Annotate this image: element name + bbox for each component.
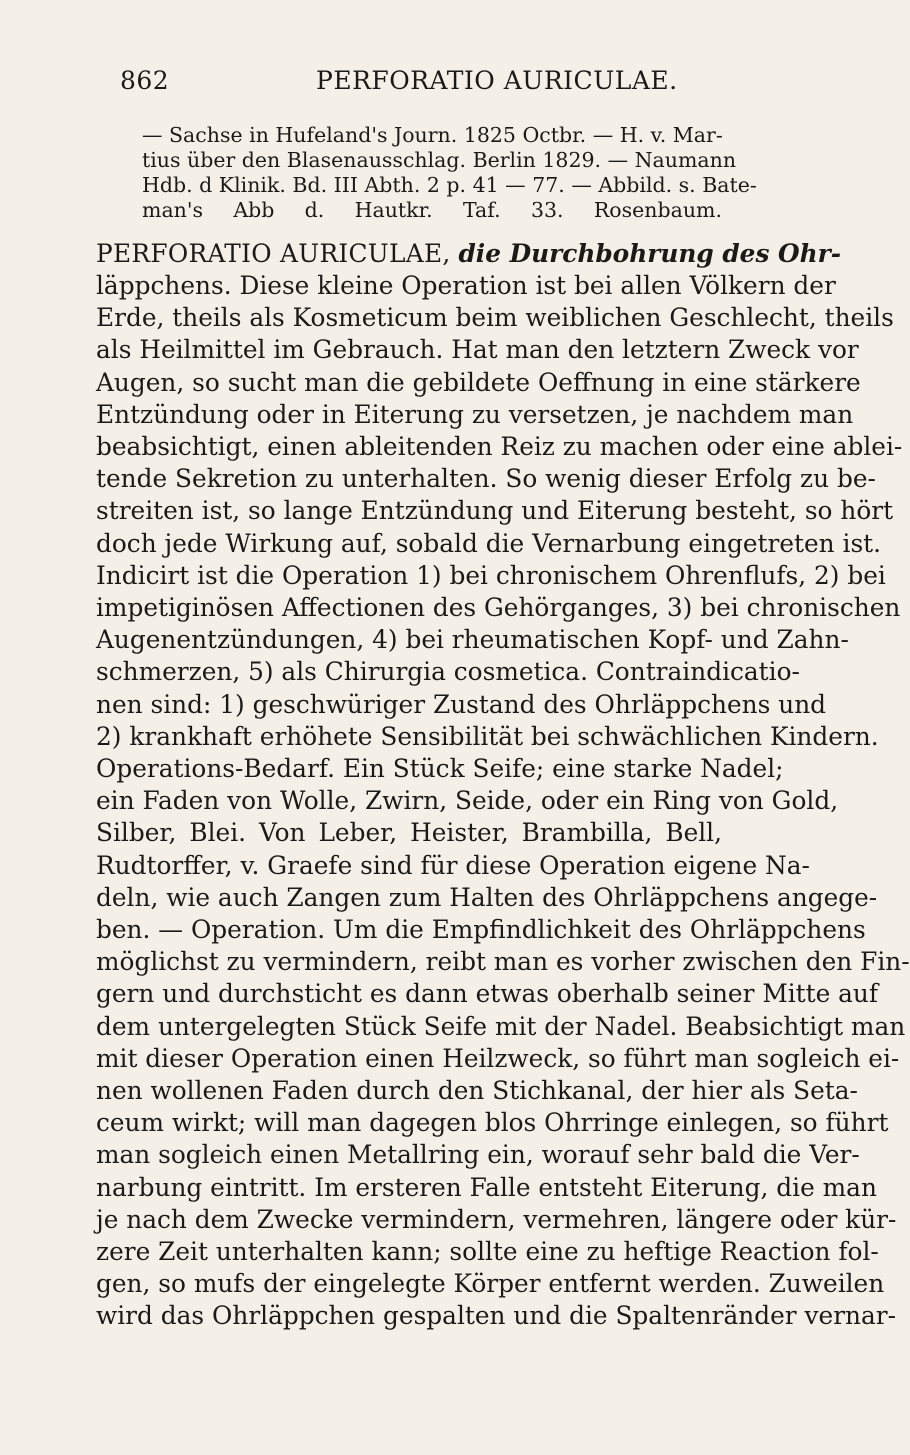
article-line: ceum wirkt; will man dagegen blos Ohrringe einlegen, so führt <box>96 1108 889 1138</box>
article-line: Silber, Blei. Von Leber, Heister, Brambilla, Bell, <box>96 818 722 848</box>
article-line: je nach dem Zwecke vermindern, vermehren, längere oder kür- <box>96 1204 897 1234</box>
reference-line: — Sachse in Hufeland's Journ. 1825 Octbr. — H. v. Mar- <box>142 123 723 147</box>
article-line: man sogleich einen Metallring ein, worauf sehr bald die Ver- <box>96 1140 860 1170</box>
running-header <box>120 66 715 106</box>
article-line: gern und durchsticht es dann etwas oberhalb seiner Mitte auf <box>96 979 879 1009</box>
article-line: Indicirt ist die Operation 1) bei chronischem Ohrenflufs, 2) bei <box>96 560 886 590</box>
article-line: möglichst zu vermindern, reibt man es vorher zwischen den Fin- <box>96 947 910 977</box>
article-line: als Heilmittel im Gebrauch. Hat man den letztern Zweck vor <box>96 335 859 365</box>
article-line: beabsichtigt, einen ableitenden Reiz zu machen oder eine ablei- <box>96 432 903 461</box>
article-line: ein Faden von Wolle, Zwirn, Seide, oder ein Ring von Gold, <box>96 786 839 816</box>
article-line: narbung eintritt. Im ersteren Falle entsteht Eiterung, die man <box>96 1172 877 1202</box>
article-line: mit dieser Operation einen Heilzweck, so führt man sogleich ei- <box>96 1043 900 1073</box>
article-lemma: PERFORATIO AURICULAE, <box>96 239 451 268</box>
running-title: PERFORATIO AURICULAE. <box>316 66 678 95</box>
article-line: schmerzen, 5) als Chirurgia cosmetica. Contraindicatio- <box>96 657 800 687</box>
article-line: ben. — Operation. Um die Empfindlichkeit des Ohrläppchens <box>96 915 866 944</box>
article-line: nen sind: 1) geschwüriger Zustand des Ohrläppchens und <box>96 689 827 719</box>
reference-line: Hdb. d Klinik. Bd. III Abth. 2 p. 41 — 77. — Abbild. s. Bate- <box>142 173 757 197</box>
article-line: nen wollenen Faden durch den Stichkanal, der hier als Seta- <box>96 1076 858 1105</box>
article-line: Augen, so sucht man die gebildete Oeffnung in eine stärkere <box>96 367 861 397</box>
article-line: Augenentzündungen, 4) bei rheumatischen Kopf- und Zahn- <box>96 625 849 655</box>
article-line: Entzündung oder in Eiterung zu versetzen, je nachdem man <box>96 399 854 429</box>
reference-line: tius über den Blasenausschlag. Berlin 1829. — Naumann <box>142 148 737 172</box>
page-number: 862 <box>120 66 170 95</box>
article-heading <box>96 238 842 270</box>
article-line: doch jede Wirkung auf, sobald die Vernarbung eingetreten ist. <box>96 528 882 558</box>
article-line: tende Sekretion zu unterhalten. So wenig dieser Erfolg zu be- <box>96 464 876 494</box>
article-line: streiten ist, so lange Entzündung und Eiterung besteht, so hört <box>96 496 894 526</box>
article-line: gen, so mufs der eingelegte Körper entfernt werden. Zuweilen <box>96 1269 885 1299</box>
article-line: wird das Ohrläppchen gespalten und die Spaltenränder vernar- <box>96 1301 897 1331</box>
article-line: dem untergelegten Stück Seife mit der Nadel. Beabsichtigt man <box>96 1011 906 1041</box>
article-line: zere Zeit unterhalten kann; sollte eine zu heftige Reaction fol- <box>96 1237 879 1266</box>
reference-line: man's Abb d. Hautkr. Taf. 33. Rosenbaum. <box>142 198 722 222</box>
article-line: impetiginösen Affectionen des Gehörganges, 3) bei chronischen <box>96 593 901 622</box>
article-line: läppchens. Diese kleine Operation ist bei allen Völkern der <box>96 271 836 300</box>
article-line: deln, wie auch Zangen zum Halten des Ohrläppchens angege- <box>96 882 878 912</box>
article-gloss: die Durchbohrung des Ohr- <box>458 239 842 268</box>
article-line: 2) krankhaft erhöhete Sensibilität bei schwächlichen Kindern. <box>96 721 879 751</box>
article-line: Erde, theils als Kosmeticum beim weiblichen Geschlecht, theils <box>96 303 894 333</box>
article-line: Rudtorffer, v. Graefe sind für diese Operation eigene Na- <box>96 850 810 880</box>
article-line: Operations-Bedarf. Ein Stück Seife; eine starke Nadel; <box>96 754 784 783</box>
